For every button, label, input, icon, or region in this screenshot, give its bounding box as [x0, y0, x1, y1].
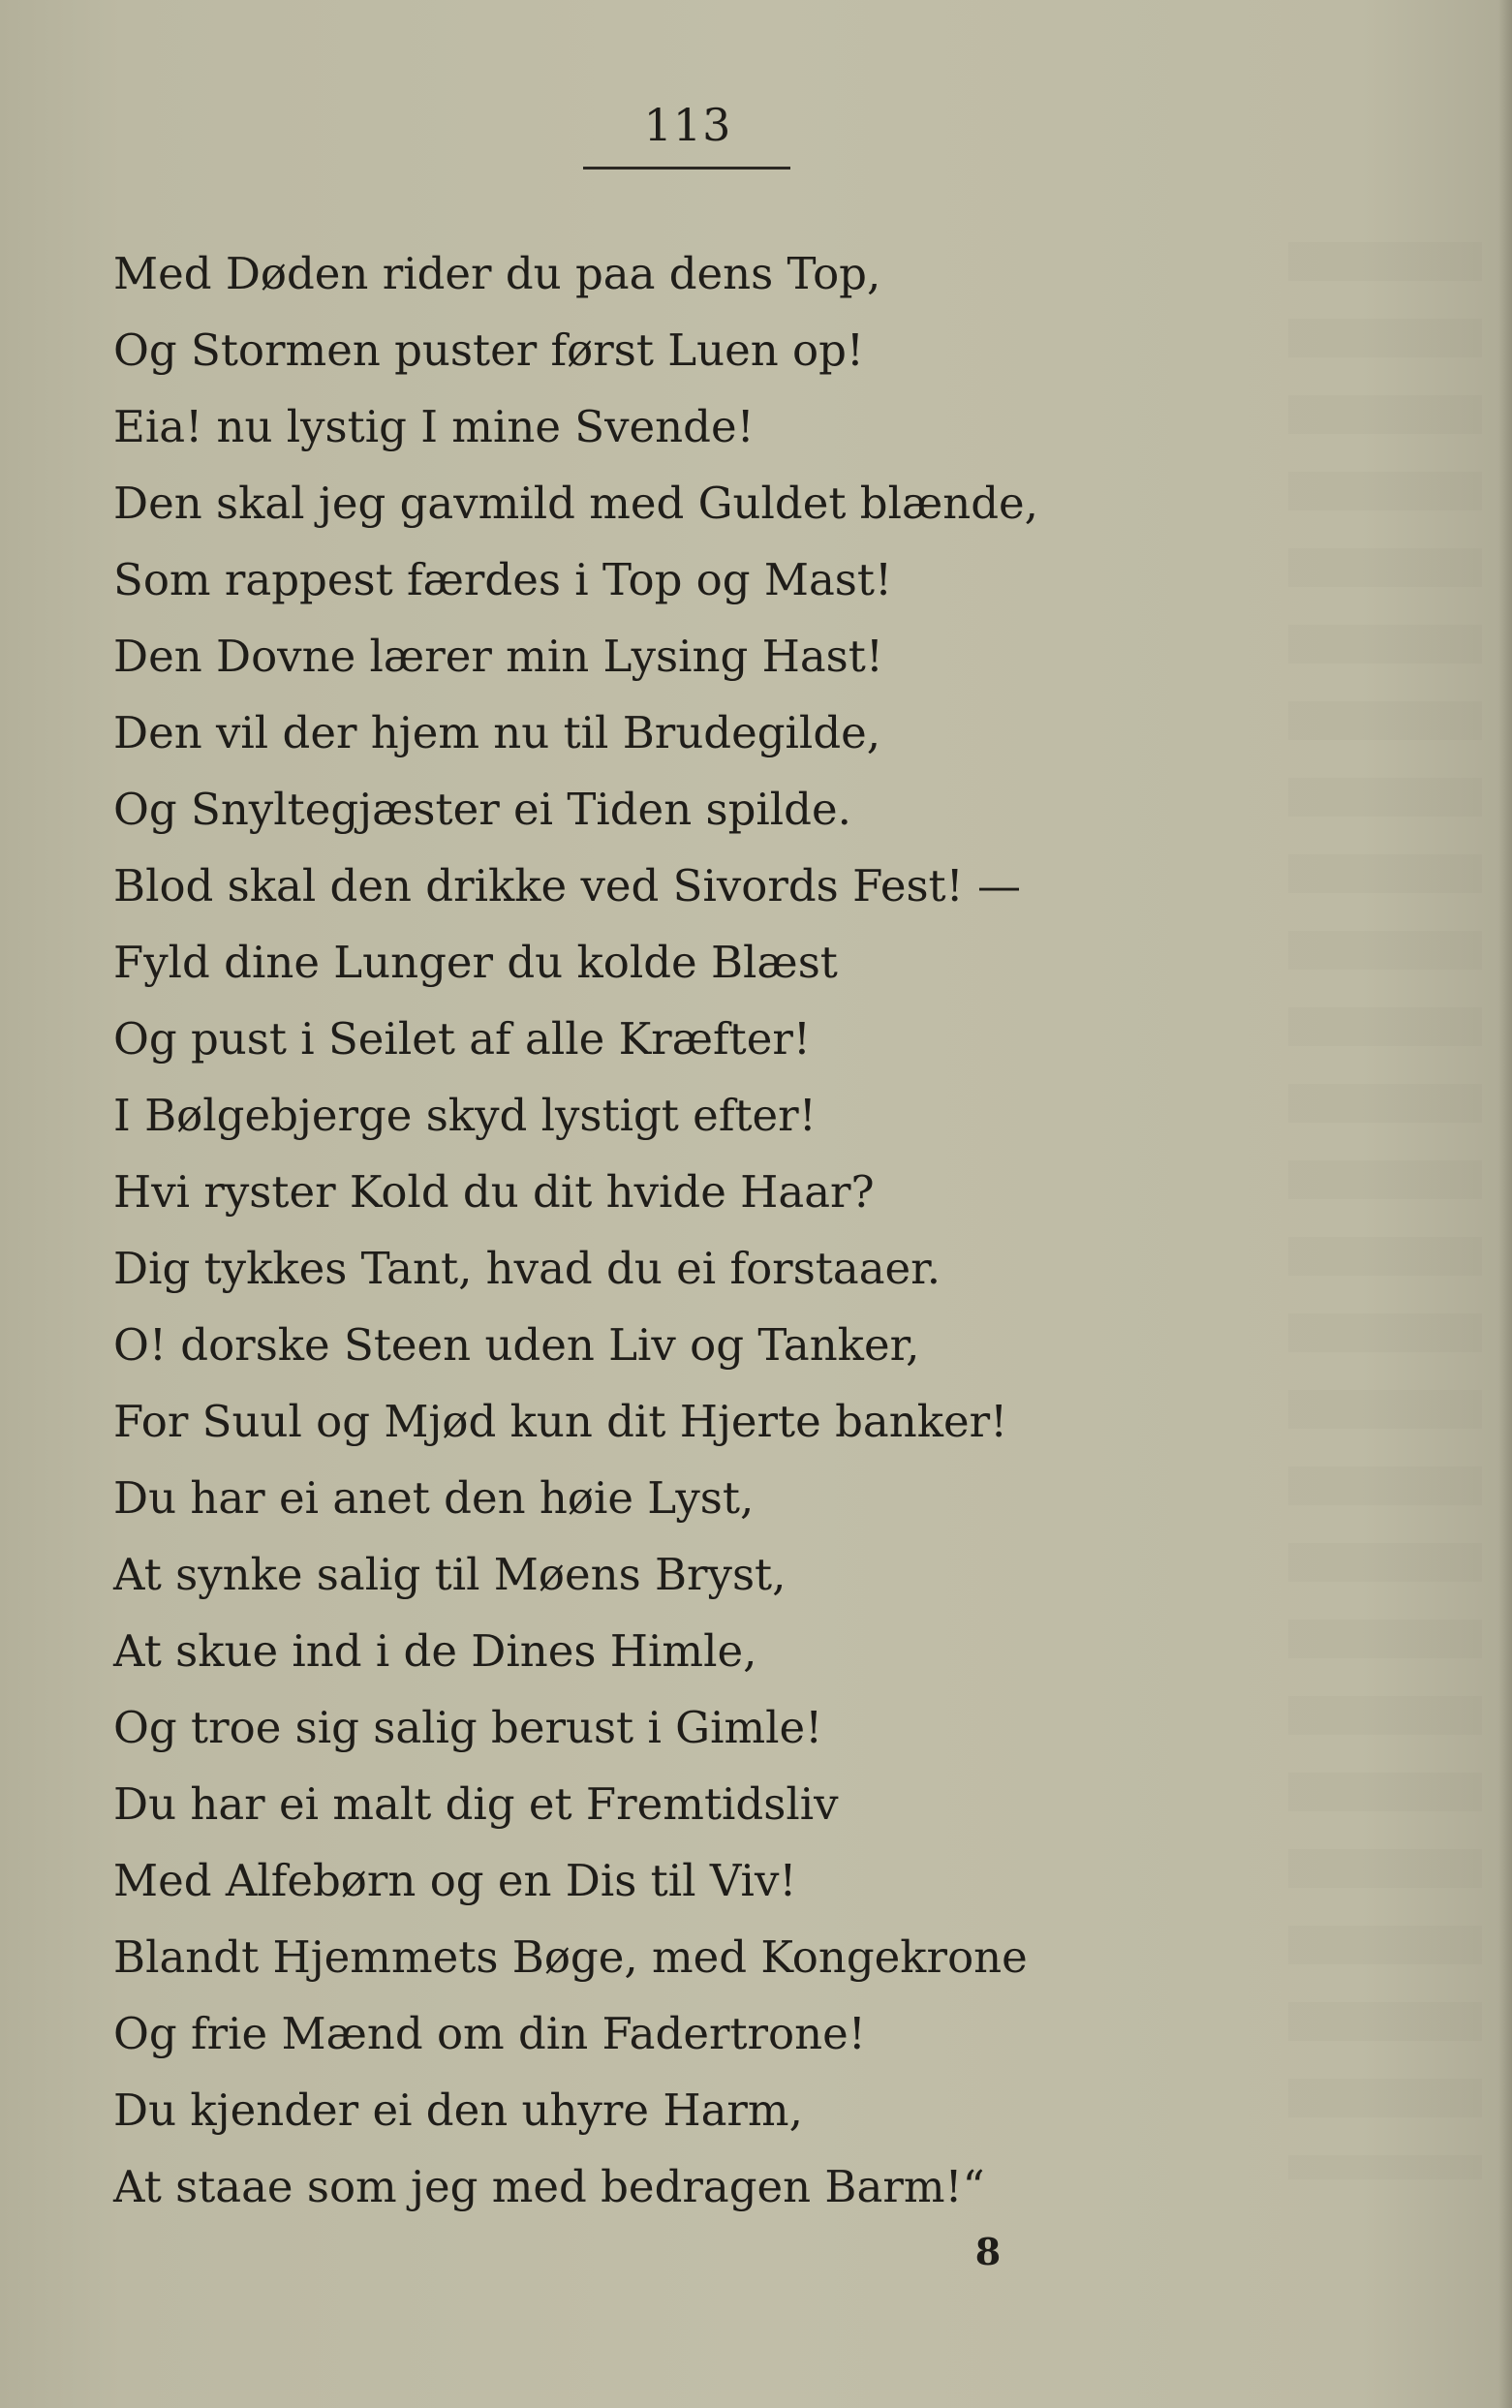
poem-text — [113, 235, 1208, 2225]
poem-line: Du har ei malt dig et Fremtidsliv — [113, 1778, 839, 1830]
poem-line: Den skal jeg gavmild med Guldet blænde, — [113, 478, 1038, 529]
page-edge-shadow — [1498, 0, 1512, 2408]
poem-line: Blod skal den drikke ved Sivords Fest! — — [113, 860, 1022, 911]
poem-line: At skue ind i de Dines Himle, — [113, 1625, 757, 1677]
poem-line: Og Stormen puster først Luen op! — [113, 324, 865, 376]
poem-line: Den Dovne lærer min Lysing Hast! — [113, 631, 883, 682]
poem-line: Fyld dine Lunger du kolde Blæst — [113, 937, 838, 988]
show-through-text — [1288, 242, 1482, 2179]
poem-line: For Suul og Mjød kun dit Hjerte banker! — [113, 1396, 1008, 1447]
poem-line: Du kjender ei den uhyre Harm, — [113, 2084, 803, 2136]
poem-line: At synke salig til Møens Bryst, — [113, 1549, 787, 1600]
poem-line: Blandt Hjemmets Bøge, med Kongekrone — [113, 1931, 1028, 1983]
poem-line: Og troe sig salig berust i Gimle! — [113, 1702, 823, 1753]
page-number: 113 — [643, 99, 732, 151]
poem-line: Eia! nu lystig I mine Svende! — [113, 401, 755, 452]
poem-line: Hvi ryster Kold du dit hvide Haar? — [113, 1166, 875, 1218]
poem-line: Og frie Mænd om din Fadertrone! — [113, 2008, 866, 2059]
poem-line: I Bølgebjerge skyd lystigt efter! — [113, 1090, 817, 1141]
poem-line: Med Alfebørn og en Dis til Viv! — [113, 1855, 797, 1906]
poem-line: Som rappest færdes i Top og Mast! — [113, 554, 893, 605]
poem-line: Dig tykkes Tant, hvad du ei forstaaer. — [113, 1243, 941, 1294]
page-number-rule — [583, 167, 790, 170]
poem-line: Den vil der hjem nu til Brudegilde, — [113, 707, 881, 758]
poem-line: Med Døden rider du paa dens Top, — [113, 248, 881, 299]
poem-line: Og Snyltegjæster ei Tiden spilde. — [113, 784, 851, 835]
poem-line: At staae som jeg med bedragen Barm!“ — [113, 2161, 985, 2212]
poem-line: O! dorske Steen uden Liv og Tanker, — [113, 1319, 920, 1371]
poem-line: Du har ei anet den høie Lyst, — [113, 1472, 755, 1524]
signature-mark: 8 — [974, 2230, 1002, 2273]
poem-line: Og pust i Seilet af alle Kræfter! — [113, 1013, 811, 1065]
